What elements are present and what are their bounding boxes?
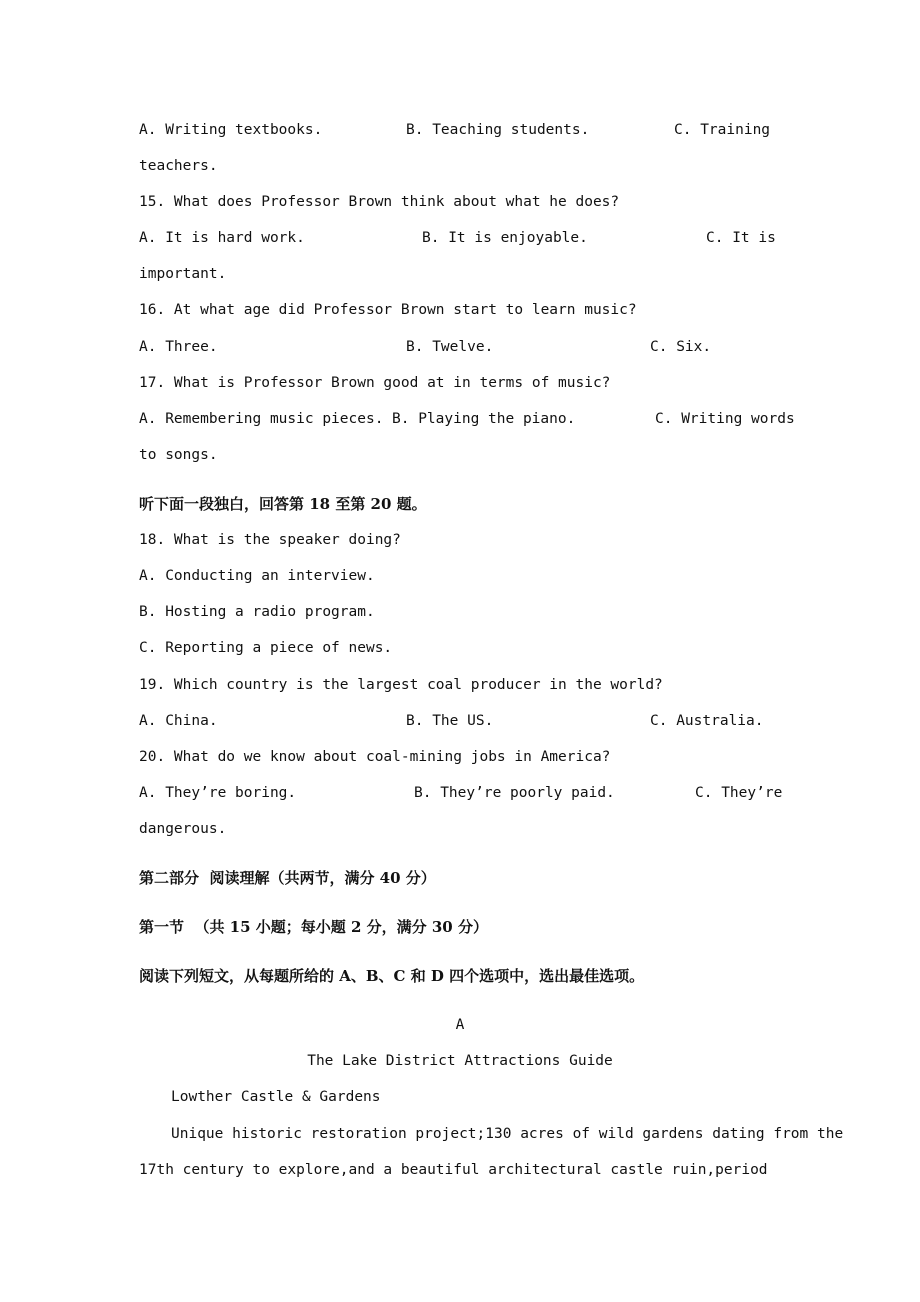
q14-option-a: A. Writing textbooks. (139, 122, 323, 138)
q16-stem: 16. At what age did Professor Brown start to learn music? (139, 302, 637, 318)
q16-option-c: C. Six. (650, 339, 712, 355)
q17-option-c: C. Writing words (655, 411, 795, 427)
passage-subheading: Lowther Castle & Gardens (171, 1089, 381, 1105)
reading-instruction: 阅读下列短文，从每题所给的 A、B、C 和 D 四个选项中，选出最佳选项。 (139, 967, 645, 985)
q15-option-a: A. It is hard work. (139, 230, 305, 246)
q15-option-b: B. It is enjoyable. (422, 230, 588, 246)
q20-option-c-continued: dangerous. (139, 821, 227, 837)
q15-stem: 15. What does Professor Brown think about what he does? (139, 194, 620, 210)
q20-option-c: C. They’re (695, 785, 783, 801)
q18-option-a: A. Conducting an interview. (139, 568, 375, 584)
q14-option-c-continued: teachers. (139, 158, 218, 174)
q15-option-c: C. It is (706, 230, 776, 246)
q17-option-c-continued: to songs. (139, 447, 218, 463)
q20-option-a: A. They’re boring. (139, 785, 297, 801)
passage-line-1: Unique historic restoration project;130 acres of wild gardens dating from the (171, 1126, 844, 1142)
monologue-section-heading: 听下面一段独白，回答第 18 至第 20 题。 (139, 495, 427, 513)
passage-title: The Lake District Attractions Guide (307, 1053, 613, 1069)
q16-option-a: A. Three. (139, 339, 218, 355)
q18-option-b: B. Hosting a radio program. (139, 604, 375, 620)
q16-option-b: B. Twelve. (406, 339, 494, 355)
passage-letter: A (455, 1017, 465, 1033)
q14-option-b: B. Teaching students. (406, 122, 590, 138)
q17-option-a: A. Remembering music pieces. (139, 411, 384, 427)
q17-option-b: B. Playing the piano. (392, 411, 576, 427)
q17-stem: 17. What is Professor Brown good at in terms of music? (139, 375, 611, 391)
q19-option-a: A. China. (139, 713, 218, 729)
q15-option-c-continued: important. (139, 266, 227, 282)
passage-line-2: 17th century to explore,and a beautiful architectural castle ruin,period (139, 1162, 768, 1178)
q18-option-c: C. Reporting a piece of news. (139, 640, 393, 656)
section-one-heading: 第一节 （共 15 小题；每小题 2 分，满分 30 分） (139, 918, 488, 936)
q19-option-c: C. Australia. (650, 713, 764, 729)
q14-option-c: C. Training (674, 122, 771, 138)
q19-option-b: B. The US. (406, 713, 494, 729)
part-two-heading: 第二部分 阅读理解（共两节，满分 40 分） (139, 869, 436, 887)
q20-option-b: B. They’re poorly paid. (414, 785, 615, 801)
q18-stem: 18. What is the speaker doing? (139, 532, 401, 548)
q19-stem: 19. Which country is the largest coal producer in the world? (139, 677, 663, 693)
q20-stem: 20. What do we know about coal-mining jobs in America? (139, 749, 611, 765)
